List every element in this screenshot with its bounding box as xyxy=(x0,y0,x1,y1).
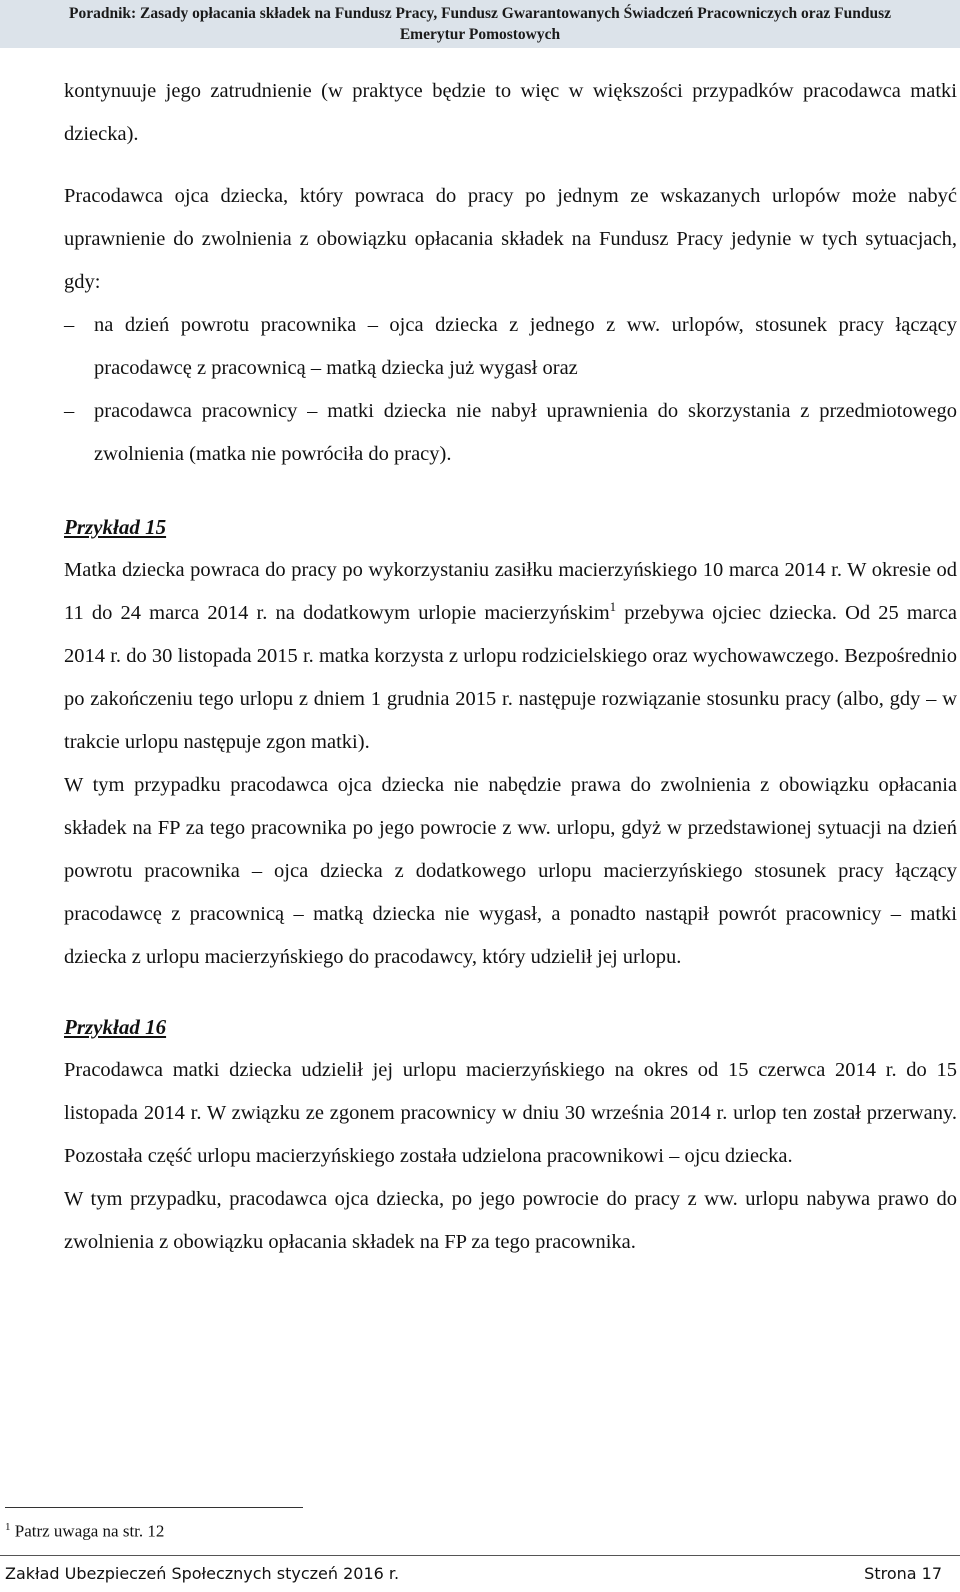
example-15-paragraph-1 xyxy=(64,549,957,764)
page-body xyxy=(64,70,957,1264)
paragraph-intro: Pracodawca ojca dziecka, który powraca do pracy po jednym ze wskazanych urlopów może nabyć uprawnienie do zwolnienia z obowiązku opłacania składek na Fundusz Pracy jedynie w tych sytuacjach, gdy: xyxy=(64,185,957,293)
header-line-1: Poradnik: Zasady opłacania składek na Fundusz Pracy, Fundusz Gwarantowanych Świadczeń Pracowniczych oraz Fundusz xyxy=(68,5,892,22)
example-15-text-b: przebywa ojciec dziecka. Od 25 marca 2014 r. do 30 listopada 2015 r. matka korzysta z urlopu rodzicielskiego oraz wychowawczego. Bezpośrednio po zakończeniu tego urlopu z dniem 1 grudnia 2015 r. następuje rozwiązanie stosunku pracy (albo, gdy – w trakcie urlopu następuje zgon matki). xyxy=(64,602,957,753)
example-16-title: Przykład 16 xyxy=(64,1015,167,1039)
dash-bullet: – xyxy=(64,314,75,336)
condition-list xyxy=(64,304,957,476)
example-16-paragraph-2: W tym przypadku, pracodawca ojca dziecka, po jego powrocie do pracy z ww. urlopu nabywa prawo do zwolnienia z obowiązku opłacania składek na FP za tego pracownika. xyxy=(64,1188,957,1253)
list-item xyxy=(64,390,957,476)
list-item xyxy=(64,304,957,390)
example-15-text-a: Matka dziecka powraca do pracy po wykorzystaniu zasiłku macierzyńskiego 10 marca 2014 r. W okresie od 11 do 24 marca 2014 r. na dodatkowym urlopie macierzyńskim xyxy=(64,559,957,624)
page-header xyxy=(0,0,960,48)
example-15-title: Przykład 15 xyxy=(64,515,167,539)
example-16-paragraph-1: Pracodawca matki dziecka udzielił jej urlopu macierzyńskiego na okres od 15 czerwca 2014 r. do 15 listopada 2014 r. W związku ze zgonem pracownicy w dniu 30 września 2014 r. urlop ten został przerwany. Pozostała część urlopu macierzyńskiego została udzielona pracownikowi – ojcu dziecka. xyxy=(64,1059,957,1167)
footer-publisher: Zakład Ubezpieczeń Społecznych styczeń 2016 r. xyxy=(5,1564,400,1583)
list-item-text: pracodawca pracownicy – matki dziecka nie nabył uprawnienia do skorzystania z przedmiotowego zwolnienia (matka nie powróciła do pracy). xyxy=(94,400,957,465)
page-number: Strona 17 xyxy=(864,1564,942,1583)
header-line-2: Emerytur Pomostowych xyxy=(399,26,561,43)
footnote-reference[interactable]: 1 xyxy=(609,599,617,615)
dash-bullet: – xyxy=(64,400,75,422)
list-item-text: na dzień powrotu pracownika – ojca dziecka z jednego z ww. urlopów, stosunek pracy łączący pracodawcę z pracownicą – matką dziecka już wygasł oraz xyxy=(94,314,957,379)
paragraph-continuation: kontynuuje jego zatrudnienie (w praktyce będzie to więc w większości przypadków pracodawca matki dziecka). xyxy=(64,80,957,145)
footnote-text: Patrz uwaga na str. 12 xyxy=(10,1521,165,1541)
example-15-paragraph-2: W tym przypadku pracodawca ojca dziecka nie nabędzie prawa do zwolnienia z obowiązku opłacania składek na FP za tego pracownika po jego powrocie z ww. urlopu, gdyż w przedstawionej sytuacji na dzień powrotu pracownika – ojca dziecka z dodatkowego urlopu macierzyńskiego stosunek pracy łączący pracodawcę z pracownicą – matką dziecka nie wygasł, a ponadto nastąpił powrót pracownicy – matki dziecka z urlopu macierzyńskiego do pracodawcy, który udzielił jej urlopu. xyxy=(64,774,957,968)
page-footer xyxy=(0,1555,960,1592)
footnote-mark: 1 xyxy=(5,1521,11,1533)
footnote-divider xyxy=(5,1507,303,1508)
footnote xyxy=(5,1516,164,1543)
